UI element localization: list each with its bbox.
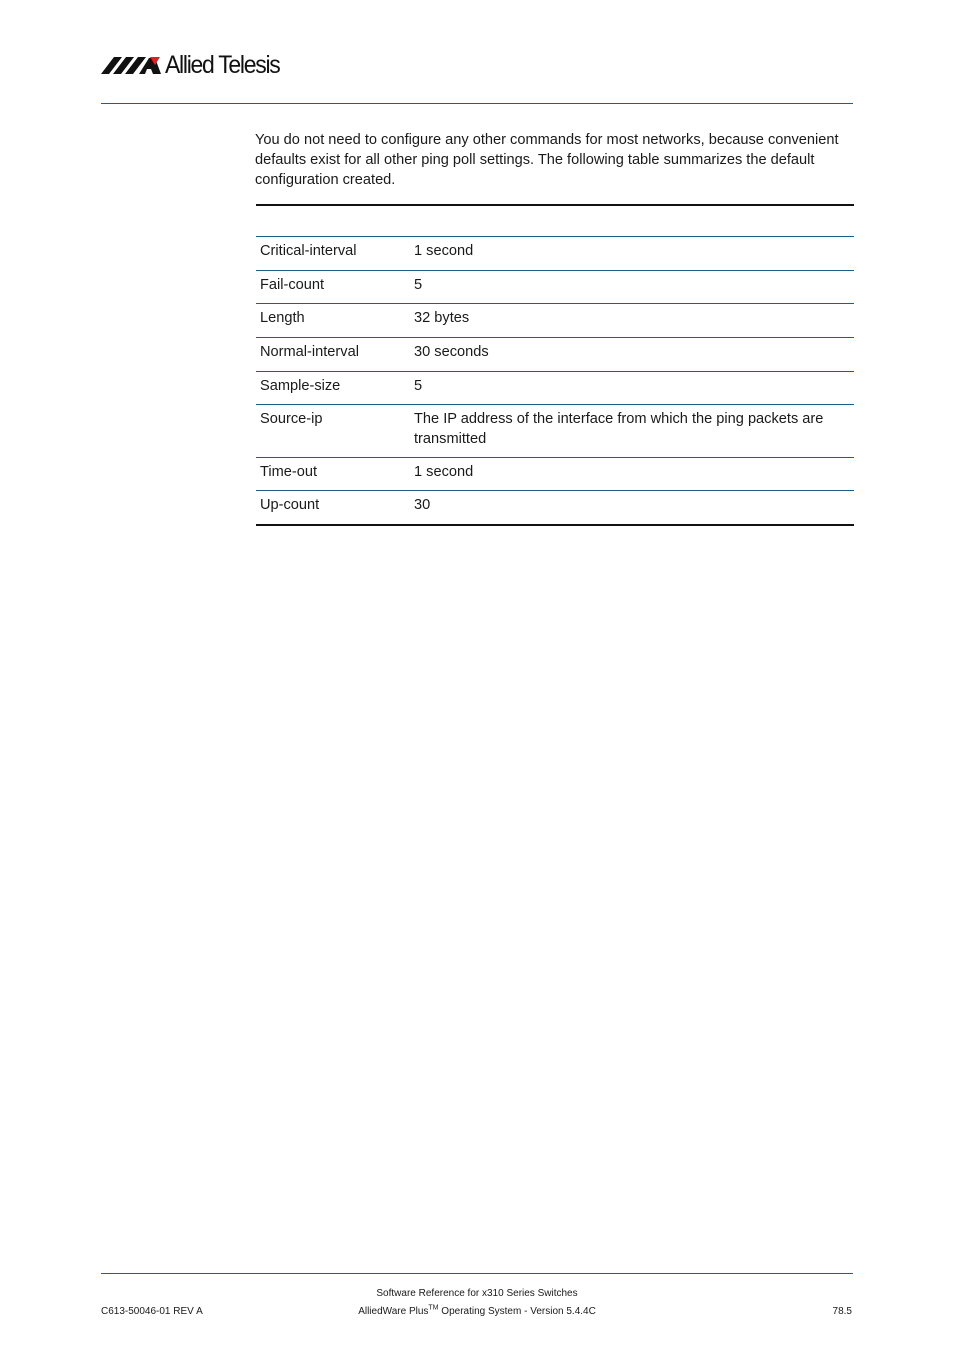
footer-page-number: 78.5: [832, 1306, 852, 1317]
table-row: [256, 458, 854, 491]
table-row: [256, 405, 854, 458]
setting-cell: Time-out: [260, 464, 318, 480]
footer-product-line: [300, 1306, 654, 1317]
value-cell: 5: [414, 378, 423, 394]
value-cell: 5: [414, 277, 423, 293]
footer-product-suffix: Operating System - Version 5.4.4C: [438, 1306, 596, 1317]
value-cell: 1 second: [414, 464, 474, 480]
default-settings-table: [256, 204, 854, 526]
table-row: [256, 491, 854, 526]
footer-rule: [101, 1273, 853, 1274]
table-header-row: [256, 206, 854, 237]
table-row: [256, 237, 854, 271]
setting-cell: Sample-size: [260, 378, 341, 394]
setting-cell: Critical-interval: [260, 243, 357, 259]
allied-telesis-logo: [101, 52, 289, 78]
table-row: [256, 372, 854, 405]
setting-cell: Length: [260, 310, 305, 326]
setting-cell: Source-ip: [260, 411, 323, 427]
footer-trademark: TM: [428, 1304, 439, 1312]
footer-document-title: Software Reference for x310 Series Switches: [376, 1288, 578, 1299]
table-row: [256, 304, 854, 338]
logo-mark-icon: [101, 55, 163, 75]
value-cell: 1 second: [414, 243, 474, 259]
value-cell: 30 seconds: [414, 344, 489, 360]
table-row: [256, 338, 854, 372]
setting-cell: Fail-count: [260, 277, 325, 293]
table-row: [256, 271, 854, 304]
header-rule: [101, 103, 853, 104]
setting-cell: Up-count: [260, 497, 320, 513]
logo-text: Allied Telesis: [165, 51, 280, 79]
value-cell: 30: [414, 497, 431, 513]
value-cell: The IP address of the interface from which the ping packets are transmitted: [414, 411, 824, 447]
setting-cell: Normal-interval: [260, 344, 359, 360]
intro-paragraph: You do not need to configure any other commands for most networks, because convenient defaults exist for all other ping poll settings. The following table summarizes the default configuration created.: [255, 132, 839, 188]
value-cell: 32 bytes: [414, 310, 470, 326]
footer-product-prefix: AlliedWare Plus: [358, 1306, 429, 1317]
footer-doc-code: C613-50046-01 REV A: [101, 1306, 203, 1317]
